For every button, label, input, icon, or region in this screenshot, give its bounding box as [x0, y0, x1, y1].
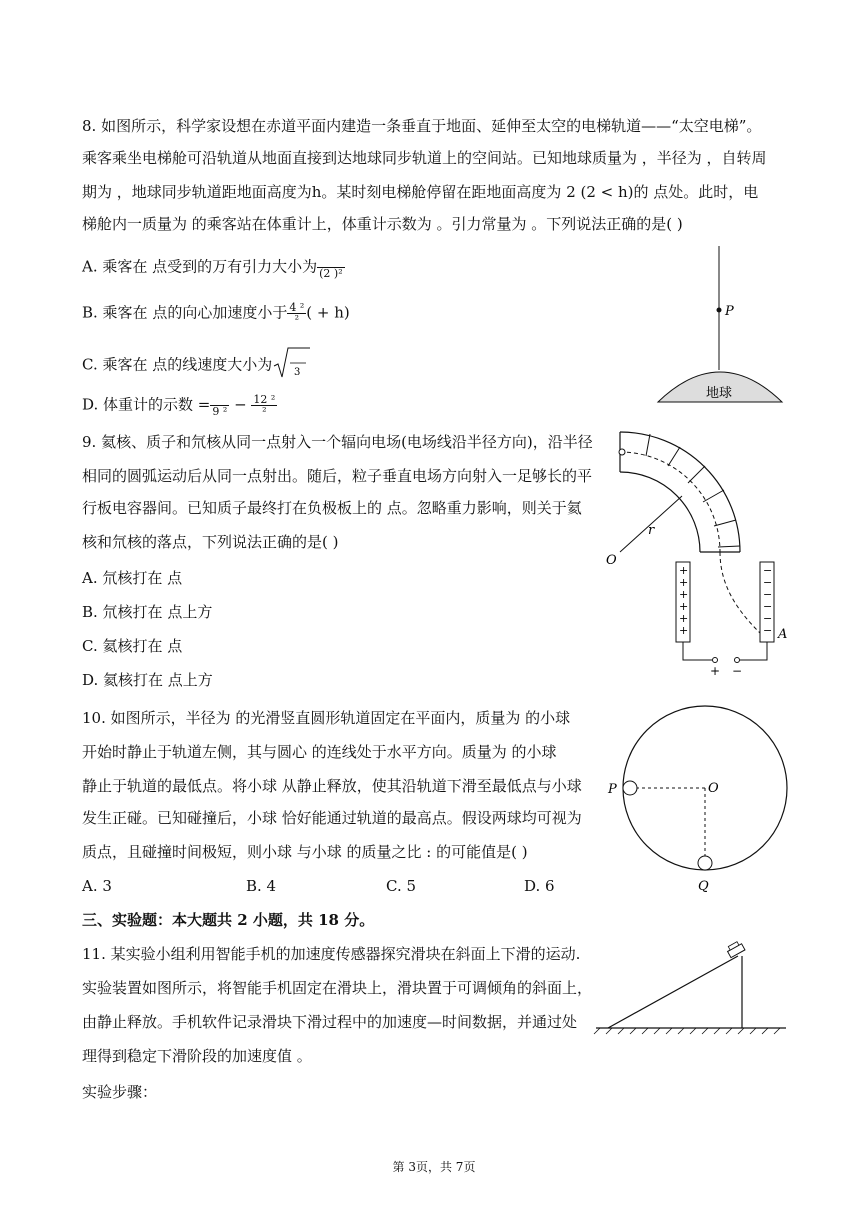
q8-line-1: 8. 如图所示，科学家设想在赤道平面内建造一条垂直于地面、延伸至太空的电梯轨道——“太空电梯”。: [82, 117, 762, 135]
q8-option-d-fraction-2: $\frac{\text{12 ²}}{\text{²}}$: [253, 393, 276, 418]
terminal-minus: −: [732, 664, 743, 678]
q8-option-c: C. 乘客在 点的线速度大小为 3: [82, 346, 312, 385]
svg-text:−: −: [763, 600, 773, 613]
capacitor-trajectory: [720, 552, 760, 633]
q9-line-1: 9. 氦核、质子和氘核从同一点射入一个辐向电场(电场线沿半径方向)，沿半径: [82, 433, 593, 451]
q9-line-4: 核和氘核的落点，下列说法正确的是( ): [82, 533, 339, 551]
incline-surface: [608, 956, 738, 1028]
q9-option-b: B. 氘核打在 点上方: [82, 603, 213, 621]
q9-line-2: 相同的圆弧运动后从同一点射出。随后，粒子垂直电场方向射入一足够长的平: [82, 467, 593, 485]
incline-figure: [590, 940, 790, 1040]
svg-text:+: +: [679, 600, 689, 613]
svg-text:−: −: [763, 588, 773, 601]
q9-option-c: C. 氦核打在 点: [82, 637, 183, 655]
q8-option-d-fraction-1: 9 ²: [210, 394, 229, 417]
ball-p-label: P: [608, 782, 617, 797]
svg-text:+: +: [679, 612, 689, 625]
q11-line-3: 由静止释放。手机软件记录滑块下滑过程中的加速度—时间数据，并通过处: [82, 1013, 578, 1031]
point-p-dot: [717, 308, 722, 313]
inner-arc: [620, 472, 700, 552]
q8-line-3: 期为 ，地球同步轨道距地面高度为h。某时刻电梯舱停留在距地面高度为 2 (2 < h)的 点处。此时，电: [82, 183, 759, 201]
q11-line-2: 实验装置如图所示，将智能手机固定在滑块上，滑块置于可调倾角的斜面上，: [82, 979, 593, 997]
q10-line-2: 开始时静止于轨道左侧，其与圆心 的连线处于水平方向。质量为 的小球: [82, 743, 557, 761]
point-a-label: A: [778, 627, 788, 642]
q8-option-a: A. 乘客在 点受到的万有引力大小为 (2 )²: [82, 257, 343, 280]
q10-line-4: 发生正碰。已知碰撞后，小球 恰好能通过轨道的最高点。假设两球均可视为: [82, 809, 582, 827]
q11-line-1: 11. 某实验小组利用智能手机的加速度传感器探究滑块在斜面上下滑的运动.: [82, 945, 581, 963]
q8-option-b: B. 乘客在 点的向心加速度小于 $\frac{\text{4 ²}}{\text{²}}$ ( + h): [82, 301, 350, 326]
q9-line-3: 行板电容器间。已知质子最终打在负极板上的 点。忽略重力影响，则关于氦: [82, 499, 582, 517]
q10-line-1: 10. 如图所示，半径为 的光滑竖直圆形轨道固定在平面内，质量为 的小球: [82, 709, 571, 727]
circular-track-figure: [600, 700, 800, 900]
svg-text:+: +: [679, 624, 689, 637]
q10-line-3: 静止于轨道的最低点。将小球 从静止释放，使其沿轨道下滑至最低点与小球: [82, 777, 582, 795]
point-p-label: P: [725, 304, 734, 319]
center-o-label: O: [708, 781, 719, 796]
radius-label: r: [648, 523, 655, 538]
svg-text:−: −: [763, 624, 773, 637]
particle: [619, 449, 625, 455]
q10-option-b: B. 4: [246, 877, 277, 895]
outer-arc: [620, 432, 740, 552]
q9-option-a: A. 氘核打在 点: [82, 569, 183, 587]
svg-text:+: +: [679, 564, 689, 577]
svg-text:−: −: [763, 612, 773, 625]
q8-option-d: D. 体重计的示数 = 9 ² − $\frac{\text{12 ²}}{\text{²}}$: [82, 393, 276, 418]
svg-text:+: +: [679, 576, 689, 589]
q8-line-2: 乘客乘坐电梯舱可沿轨道从地面直接到达地球同步轨道上的空间站。已知地球质量为 ，半径为 ，自转周: [82, 149, 767, 167]
q10-option-a: A. 3: [82, 877, 112, 895]
ball-q: [698, 856, 712, 870]
page-footer: 第 3页，共 7页: [392, 1160, 476, 1174]
experiment-steps-label: 实验步骤：: [82, 1083, 158, 1101]
q11-line-4: 理得到稳定下滑阶段的加速度值 。: [82, 1047, 312, 1065]
radial-field-figure: [600, 428, 800, 678]
terminal-plus: +: [710, 664, 721, 678]
ball-q-label: Q: [698, 879, 709, 894]
q8-option-a-fraction: (2 )²: [317, 256, 345, 279]
q8-line-4: 梯舱内一质量为 的乘客站在体重计上，体重计示数为 。引力常量为 。下列说法正确的是( ): [82, 215, 683, 233]
center-o-label: O: [606, 553, 617, 568]
svg-text:−: −: [763, 564, 773, 577]
q9-option-d: D. 氦核打在 点上方: [82, 671, 213, 689]
q8-option-b-fraction: $\frac{\text{4 ²}}{\text{²}}$: [289, 301, 305, 326]
q8-option-c-sqrt: [272, 346, 312, 385]
q10-option-d: D. 6: [524, 877, 555, 895]
earth-label: 地球: [706, 386, 733, 401]
plate-signs: [679, 564, 772, 637]
ball-p: [623, 781, 637, 795]
ground-hatch: [594, 1028, 780, 1034]
q10-line-5: 质点，且碰撞时间极短，则小球 与小球 的质量之比 : 的可能值是( ): [82, 843, 528, 861]
field-lines: [646, 434, 740, 547]
slider-with-phone: [726, 940, 745, 957]
space-elevator-figure: [650, 242, 790, 408]
q10-option-c: C. 5: [386, 877, 417, 895]
section-title: 三、实验题：本大题共 2 小题，共 18 分。: [82, 911, 375, 929]
svg-text:−: −: [763, 576, 773, 589]
q8-option-c-radicand: 3: [294, 367, 301, 378]
svg-text:+: +: [679, 588, 689, 601]
